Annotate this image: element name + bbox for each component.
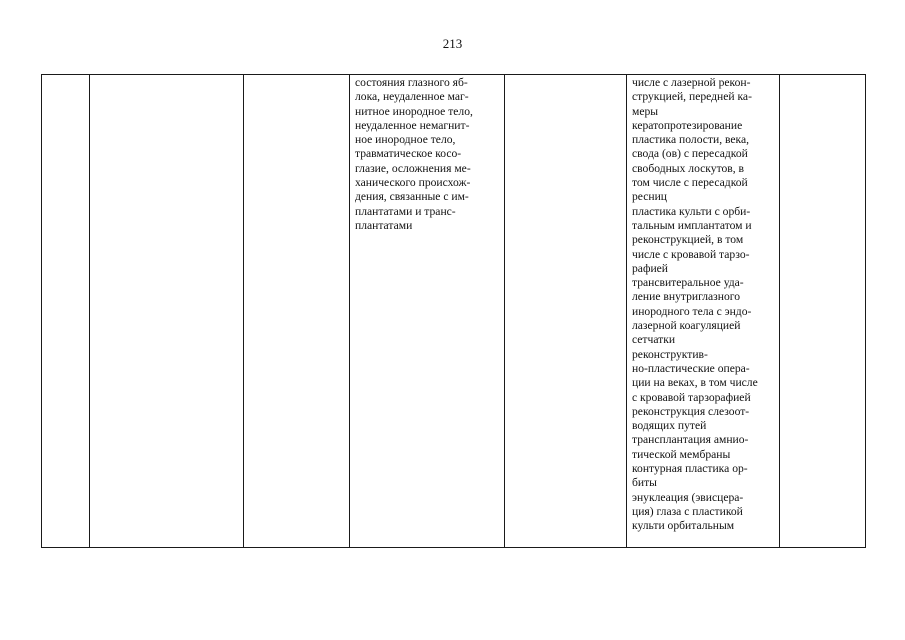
table-row [42, 75, 866, 548]
text-line: состояния глазного яб- [355, 76, 468, 89]
text-line: лазерной коагуляцией [632, 319, 741, 333]
document-table [41, 74, 866, 548]
text-line: ное инородное тело, [355, 133, 456, 147]
table-cell-treatment [627, 75, 780, 548]
text-line: пластика полости, века, [632, 133, 750, 147]
text-line: трансплантация амнио- [632, 433, 749, 447]
table-cell-col5 [505, 75, 627, 548]
text-line: числе с кровавой тарзо- [632, 247, 750, 261]
text-line: контурная пластика ор- [632, 462, 748, 476]
text-line: реконструкцией, в том [632, 233, 744, 247]
text-line: свода (ов) с пересадкой [632, 147, 748, 161]
text-line: плантатами и транс- [355, 204, 456, 218]
text-line: ресниц [632, 190, 667, 204]
text-line: глазие, осложнения ме- [355, 161, 471, 175]
table-cell-col7 [780, 75, 866, 548]
diagnosis-text [350, 75, 504, 233]
text-line: меры [632, 104, 659, 118]
text-line: кератопротезирование [632, 118, 743, 132]
text-line: ление внутриглазного [632, 290, 741, 304]
text-line: культи орбитальным [632, 519, 735, 533]
text-line: лока, неудаленное маг- [355, 90, 469, 104]
text-line: неудаленное немагнит- [355, 118, 470, 132]
table-cell-col1 [42, 75, 90, 548]
text-line: травматическое косо- [355, 147, 462, 161]
text-line: биты [632, 476, 657, 490]
text-line: дения, связанные с им- [355, 190, 469, 204]
text-line: сетчатки [632, 333, 676, 347]
text-line: плантатами [355, 218, 413, 232]
text-line: с кровавой тарзорафией [632, 390, 751, 404]
text-line: рафией [632, 261, 669, 275]
text-line: инородного тела с эндо- [632, 304, 752, 318]
table-cell-diagnosis [350, 75, 505, 548]
text-line: струкцией, передней ка- [632, 90, 752, 104]
text-line: тальным имплантатом и [632, 218, 752, 232]
treatment-methods-text [627, 75, 779, 534]
text-line: свободных лоскутов, в [632, 161, 745, 175]
table-cell-col2 [90, 75, 244, 548]
text-line: ция) глаза с пластикой [632, 504, 743, 518]
text-line: ханического происхож- [355, 176, 471, 190]
text-line: реконструктив- [632, 347, 708, 361]
text-line: реконструкция слезоот- [632, 404, 750, 418]
text-line: том числе с пересадкой [632, 176, 748, 190]
text-line: энуклеация (эвисцера- [632, 490, 744, 504]
text-line: трансвитеральное уда- [632, 276, 744, 290]
text-line: водящих путей [632, 419, 707, 433]
text-line: пластика культи с орби- [632, 204, 751, 218]
text-line: но-пластические опера- [632, 361, 750, 375]
text-line: числе с лазерной рекон- [632, 76, 751, 89]
text-line: тической мембраны [632, 447, 731, 461]
page-number: 213 [442, 36, 463, 51]
text-line: ции на веках, в том числе [632, 376, 758, 390]
text-line: нитное инородное тело, [355, 104, 473, 118]
table-cell-col3 [244, 75, 350, 548]
